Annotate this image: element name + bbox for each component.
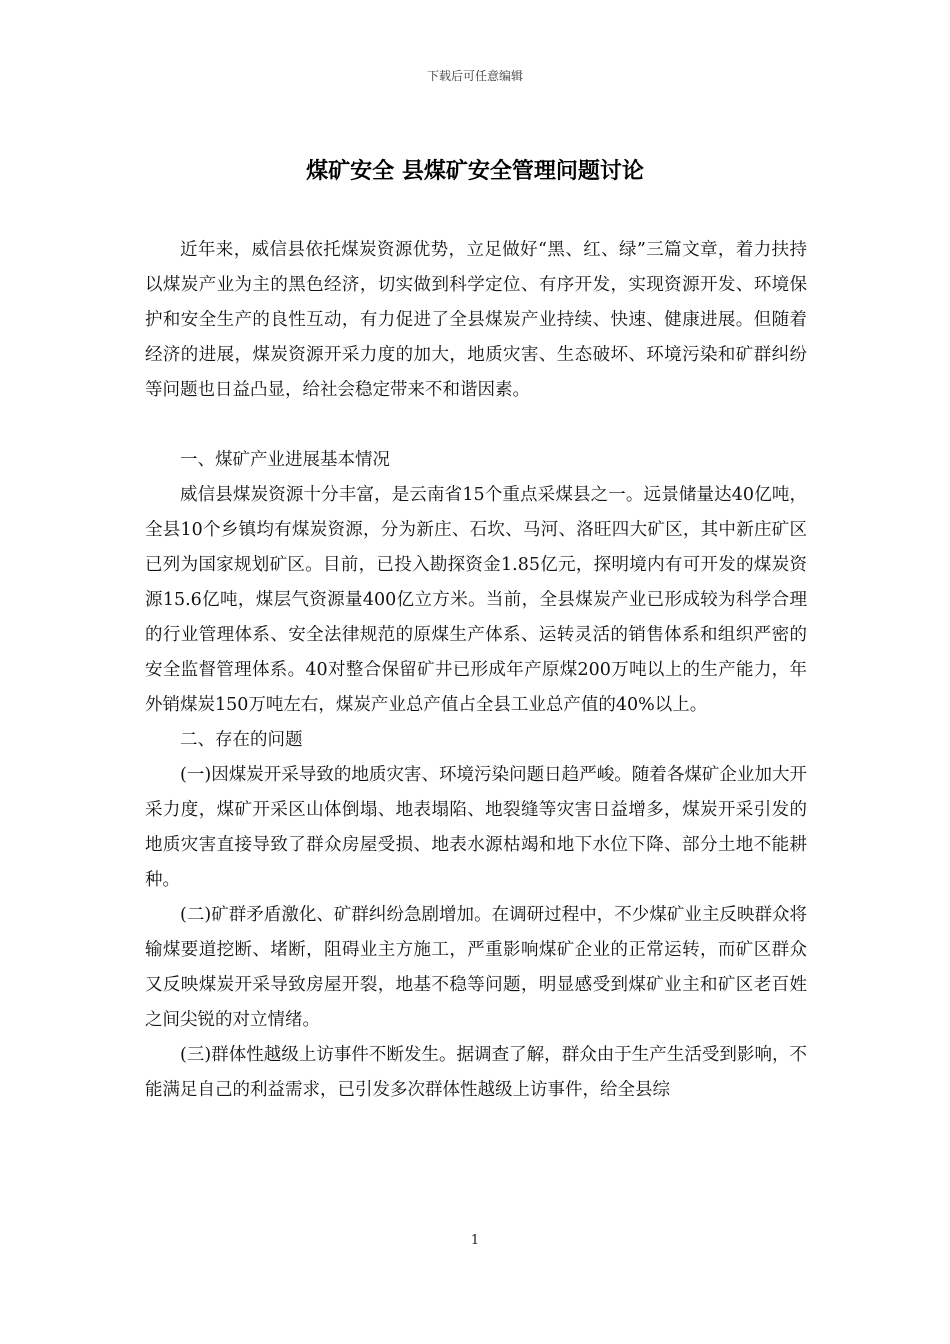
section-heading-2: 二、存在的问题 — [180, 730, 303, 750]
document-title: 煤矿安全 县煤矿安全管理问题讨论 — [306, 158, 644, 184]
paragraph-problem-1: (一)因煤炭开采导致的地质灾害、环境污染问题日趋严峻。随着各煤矿企业加大开采力度，煤矿开采区山体倒塌、地表塌陷、地裂缝等灾害日益增多，煤炭开采引发的地质灾害直接导致了群众房屋受损、地表水源枯竭和地下水位下降、部分土地不能耕种。 — [145, 765, 807, 890]
paragraph-intro: 近年来，威信县依托煤炭资源优势，立足做好“黑、红、绿”三篇文章，着力扶持以煤炭产业为主的黑色经济，切实做到科学定位、有序开发，实现资源开发、环境保护和安全生产的良性互动，有力促进了全县煤炭产业持续、快速、健康进展。但随着经济的进展，煤炭资源开采力度的加大，地质灾害、生态破坏、环境污染和矿群纠纷等问题也日益凸显，给社会稳定带来不和谐因素。 — [145, 240, 807, 400]
header-note: 下载后可任意编辑 — [426, 69, 523, 83]
document-body — [145, 233, 807, 1108]
section-heading-1: 一、煤矿产业进展基本情况 — [180, 450, 390, 470]
page-number: 1 — [470, 1233, 480, 1248]
paragraph-problem-2: (二)矿群矛盾激化、矿群纠纷急剧增加。在调研过程中，不少煤矿业主反映群众将输煤要道挖断、堵断，阻碍业主方施工，严重影响煤矿企业的正常运转，而矿区群众又反映煤炭开采导致房屋开裂，地基不稳等问题，明显感受到煤矿业主和矿区老百姓之间尖锐的对立情绪。 — [145, 905, 807, 1030]
paragraph-problem-3: (三)群体性越级上访事件不断发生。据调查了解，群众由于生产生活受到影响，不能满足自己的利益需求，已引发多次群体性越级上访事件，给全县综 — [145, 1045, 807, 1100]
paragraph-overview: 威信县煤炭资源十分丰富，是云南省15个重点采煤县之一。远景储量达40亿吨，全县10个乡镇均有煤炭资源，分为新庄、石坎、马河、洛旺四大矿区，其中新庄矿区已列为国家规划矿区。目前，已投入勘探资金1.85亿元，探明境内有可开发的煤炭资源15.6亿吨，煤层气资源量400亿立方米。当前，全县煤炭产业已形成较为科学合理的行业管理体系、安全法律规范的原煤生产体系、运转灵活的销售体系和组织严密的安全监督管理体系。40对整合保留矿井已形成年产原煤200万吨以上的生产能力，年外销煤炭150万吨左右，煤炭产业总产值占全县工业总产值的40%以上。 — [145, 485, 807, 715]
